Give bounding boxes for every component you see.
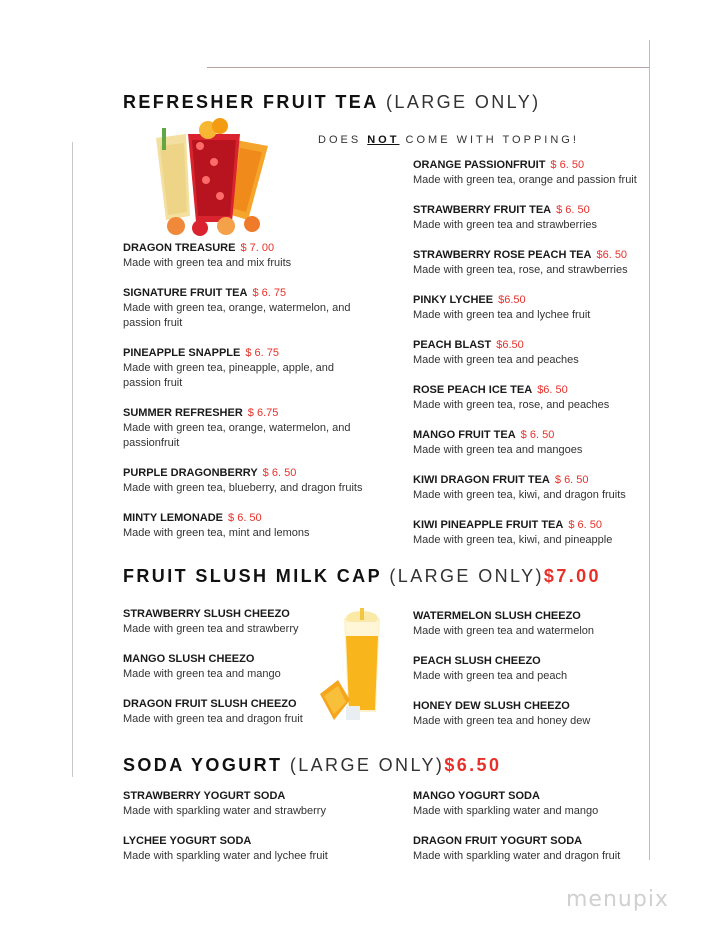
menu-item-title: MANGO SLUSH CHEEZO <box>123 653 255 665</box>
menu-item-price: $6.50 <box>496 339 524 351</box>
topping-note-emph: NOT <box>367 134 400 146</box>
menu-item-title: SUMMER REFRESHER <box>123 407 243 419</box>
menu-item-title: SIGNATURE FRUIT TEA <box>123 287 248 299</box>
menu-item-description: Made with sparkling water and lychee fruit <box>123 850 328 862</box>
menu-item-description: Made with sparkling water and dragon fruit <box>413 850 621 862</box>
menu-item <box>413 835 658 864</box>
menu-item-name <box>413 204 658 216</box>
soda-size-note: (LARGE ONLY) <box>289 755 445 775</box>
menu-item-title: ROSE PEACH ICE TEA <box>413 384 533 396</box>
soda-price: $6.50 <box>444 755 502 775</box>
menu-item-name <box>123 407 368 419</box>
menu-item <box>413 610 658 639</box>
menu-item-name <box>123 467 368 479</box>
refresher-title: REFRESHER FRUIT TEA <box>123 92 379 112</box>
menu-item <box>413 384 658 413</box>
menu-item-price: $ 6. 75 <box>245 347 279 359</box>
menu-item <box>413 700 658 729</box>
menu-item-title: DRAGON TREASURE <box>123 242 236 254</box>
menu-item-description: Made with green tea and peach <box>413 670 568 682</box>
menu-item <box>413 655 658 684</box>
menu-item-description: Made with green tea and strawberry <box>123 623 299 635</box>
menu-item-title: PINEAPPLE SNAPPLE <box>123 347 241 359</box>
menu-item-title: PEACH SLUSH CHEEZO <box>413 655 541 667</box>
menu-item <box>123 242 368 271</box>
menu-item-description: Made with green tea and dragon fruit <box>123 713 303 725</box>
top-divider <box>207 67 650 68</box>
menu-item-name <box>413 249 658 261</box>
menu-item-name <box>413 384 658 396</box>
menu-item-title: HONEY DEW SLUSH CHEEZO <box>413 700 570 712</box>
menu-item-price: $ 6. 75 <box>252 287 287 299</box>
menu-item-title: WATERMELON SLUSH CHEEZO <box>413 610 581 622</box>
menu-item-name <box>413 519 658 531</box>
menu-item-name <box>413 655 658 667</box>
menu-item-title: LYCHEE YOGURT SODA <box>123 835 252 847</box>
menu-item-title: STRAWBERRY SLUSH CHEEZO <box>123 608 290 620</box>
menu-item-price: $ 6. 50 <box>550 159 585 171</box>
menu-item-title: STRAWBERRY ROSE PEACH TEA <box>413 249 592 261</box>
left-divider <box>72 142 73 777</box>
menu-item-name <box>123 608 368 620</box>
topping-note <box>318 134 579 146</box>
menu-item-name <box>413 429 658 441</box>
menu-item-title: MANGO FRUIT TEA <box>413 429 516 441</box>
slush-size-note: (LARGE ONLY) <box>389 566 544 586</box>
menu-item-name <box>413 835 658 847</box>
slush-price: $7.00 <box>543 566 601 586</box>
menu-item <box>413 294 658 323</box>
menu-item <box>413 204 658 233</box>
menu-item-name <box>413 790 658 802</box>
menu-item-description: Made with green tea and mix fruits <box>123 257 292 269</box>
menu-item-name <box>123 242 368 254</box>
menu-item-description: Made with sparkling water and mango <box>413 805 599 817</box>
menu-item-name <box>413 700 658 712</box>
menu-item <box>413 519 658 548</box>
menu-item-description: Made with green tea, mint and lemons <box>123 527 310 539</box>
menu-item-price: $6. 50 <box>596 249 628 261</box>
menu-item-name <box>413 339 658 351</box>
menu-item-description: Made with green tea and strawberries <box>413 219 598 231</box>
menu-item-name <box>413 610 658 622</box>
menu-item-price: $ 6.75 <box>247 407 279 419</box>
menu-item <box>413 429 658 458</box>
menu-item-description: Made with green tea and watermelon <box>413 625 594 637</box>
menu-item-description: Made with green tea, orange, watermelon, and passionfruit <box>123 422 351 449</box>
soda-section-title <box>123 755 501 776</box>
topping-note-post: COME WITH TOPPING! <box>399 134 579 146</box>
menupix-watermark: menupix <box>566 887 669 912</box>
menu-item-description: Made with green tea, rose, and peaches <box>413 399 610 411</box>
menu-item-price: $ 6. 50 <box>554 474 589 486</box>
menu-item <box>413 159 658 188</box>
menu-item <box>123 608 368 637</box>
menu-item-description: Made with green tea and lychee fruit <box>413 309 591 321</box>
menu-item <box>123 698 368 727</box>
menu-item-title: PINKY LYCHEE <box>413 294 494 306</box>
slush-title: FRUIT SLUSH MILK CAP <box>123 566 382 586</box>
menu-item-name <box>123 790 368 802</box>
menu-item-description: Made with green tea, orange, watermelon, and passion fruit <box>123 302 351 329</box>
menu-item-name <box>123 512 368 524</box>
menu-item-description: Made with green tea and mango <box>123 668 281 680</box>
menu-item-description: Made with green tea, rose, and strawberries <box>413 264 628 276</box>
menu-item <box>123 467 368 496</box>
menu-item <box>123 347 368 391</box>
menu-item-description: Made with green tea, kiwi, and dragon fruits <box>413 489 626 501</box>
menu-item-price: $ 6. 50 <box>262 467 297 479</box>
menu-item-title: MANGO YOGURT SODA <box>413 790 540 802</box>
menu-item-name <box>413 474 658 486</box>
menu-item-price: $6. 50 <box>537 384 568 396</box>
menu-item-description: Made with green tea and mangoes <box>413 444 583 456</box>
slush-section-title <box>123 566 601 587</box>
menu-item-title: KIWI DRAGON FRUIT TEA <box>413 474 550 486</box>
menu-item-description: Made with green tea, kiwi, and pineapple <box>413 534 613 546</box>
menu-item-price: $ 6. 50 <box>228 512 262 524</box>
menu-item-title: PURPLE DRAGONBERRY <box>123 467 258 479</box>
menu-item <box>413 790 658 819</box>
menu-item-price: $ 6. 50 <box>520 429 555 441</box>
topping-note-pre: DOES <box>318 134 368 146</box>
menu-item-price: $ 6. 50 <box>556 204 590 216</box>
menu-item-description: Made with sparkling water and strawberry <box>123 805 326 817</box>
menu-item <box>123 653 368 682</box>
menu-item-name <box>123 835 368 847</box>
menu-item-name <box>123 653 368 665</box>
menu-item-description: Made with green tea, blueberry, and dragon fruits <box>123 482 363 494</box>
menu-item <box>123 407 368 451</box>
menu-item-description: Made with green tea and peaches <box>413 354 579 366</box>
menu-item-title: DRAGON FRUIT YOGURT SODA <box>413 835 583 847</box>
menu-item <box>413 474 658 503</box>
menu-item-title: STRAWBERRY FRUIT TEA <box>413 204 552 216</box>
menu-item-name <box>413 159 658 171</box>
menu-item-title: KIWI PINEAPPLE FRUIT TEA <box>413 519 564 531</box>
menu-item-price: $ 6. 50 <box>568 519 602 531</box>
menu-item-title: ORANGE PASSIONFRUIT <box>413 159 546 171</box>
menu-item-description: Made with green tea, orange and passion fruit <box>413 174 637 186</box>
menu-item-title: STRAWBERRY YOGURT SODA <box>123 790 286 802</box>
menu-item-title: MINTY LEMONADE <box>123 512 224 524</box>
refresher-section-title <box>123 92 541 113</box>
menu-item-title: PEACH BLAST <box>413 339 492 351</box>
menu-item <box>123 835 368 864</box>
refresher-size-note: (LARGE ONLY) <box>386 92 541 112</box>
menu-item-price: $ 7. 00 <box>240 242 275 254</box>
menu-item-description: Made with green tea and honey dew <box>413 715 591 727</box>
menu-item-description: Made with green tea, pineapple, apple, and passion fruit <box>123 362 334 389</box>
menu-item-name <box>413 294 658 306</box>
menu-item-name <box>123 347 368 359</box>
menu-item <box>123 512 368 541</box>
menu-item-name <box>123 287 368 299</box>
menu-item-name <box>123 698 368 710</box>
soda-title: SODA YOGURT <box>123 755 283 775</box>
menu-item <box>413 339 658 368</box>
menu-item <box>413 249 658 278</box>
menu-item-title: DRAGON FRUIT SLUSH CHEEZO <box>123 698 297 710</box>
fruit-tea-drinks-image <box>148 116 288 236</box>
menu-item <box>123 790 368 819</box>
menu-item <box>123 287 368 331</box>
menu-item-price: $6.50 <box>498 294 526 306</box>
